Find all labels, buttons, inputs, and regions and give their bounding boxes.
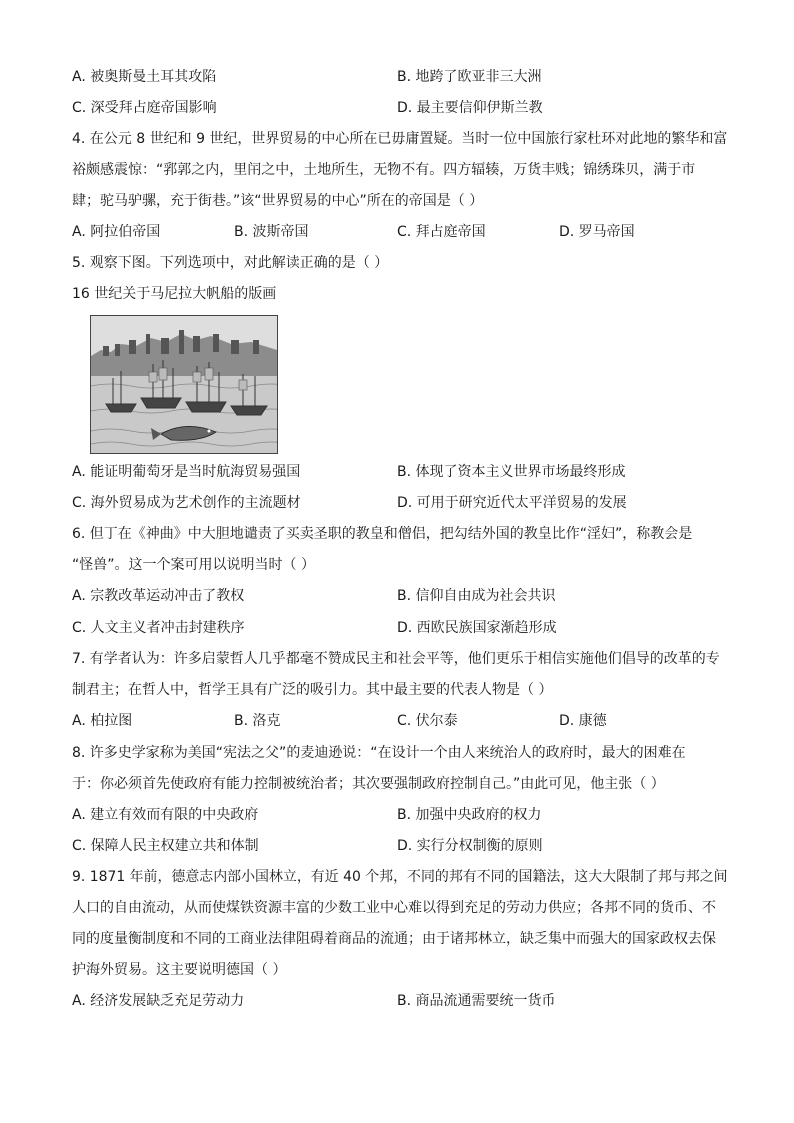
q4-option-c: C. 拜占庭帝国: [397, 224, 486, 240]
q6-stem-line-2: “怪兽”。这一个案可用以说明当时（ ）: [72, 557, 315, 573]
q5-option-a: A. 能证明葡萄牙是当时航海贸易强国: [72, 464, 301, 480]
galleon-engraving-image: [90, 315, 278, 454]
q3-option-c: C. 深受拜占庭帝国影响: [72, 100, 217, 116]
q9-option-b: B. 商品流通需要统一货币: [397, 993, 556, 1009]
q7-stem-line-1: 7. 有学者认为：许多启蒙哲人几乎都毫不赞成民主和社会平等，他们更乐于相信实施他们倡导的改革的专: [72, 651, 720, 667]
q6-option-c: C. 人文主义者冲击封建秩序: [72, 620, 245, 636]
q5-option-d: D. 可用于研究近代太平洋贸易的发展: [397, 495, 627, 511]
q5-stem: 5. 观察下图。下列选项中，对此解读正确的是（ ）: [72, 255, 389, 271]
q3-option-b: B. 地跨了欧亚非三大洲: [397, 69, 542, 85]
q4-option-a: A. 阿拉伯帝国: [72, 224, 161, 240]
q9-option-a: A. 经济发展缺乏充足劳动力: [72, 993, 245, 1009]
q5-option-c: C. 海外贸易成为艺术创作的主流题材: [72, 495, 301, 511]
q7-option-a: A. 柏拉图: [72, 713, 133, 729]
q4-stem-line-2: 裕颇感震惊：“郛郭之内，里闬之中，土地所生，无物不有。四方辐辏，万货丰贱；锦绣珠贝，满于市: [72, 162, 696, 178]
q8-option-d: D. 实行分权制衡的原则: [397, 838, 543, 854]
figure-caption: 16 世纪关于马尼拉大帆船的版画: [72, 286, 277, 302]
q6-option-a: A. 宗教改革运动冲击了教权: [72, 588, 245, 604]
q4-stem-line-3: 肆；驼马驴骡，充于街巷。”该“世界贸易的中心”所在的帝国是（ ）: [72, 193, 484, 209]
q3-option-d: D. 最主要信仰伊斯兰教: [397, 100, 543, 116]
q7-option-c: C. 伏尔泰: [397, 713, 458, 729]
q9-stem-line-2: 人口的自由流动，从而使煤铁资源丰富的少数工业中心难以得到充足的劳动力供应；各邦不同的货币、不: [72, 900, 716, 916]
q9-stem-line-3: 同的度量衡制度和不同的工商业法律阻碍着商品的流通；由于诸邦林立，缺乏集中而强大的国家政权去保: [72, 931, 716, 947]
q4-option-b: B. 波斯帝国: [234, 224, 309, 240]
q6-option-b: B. 信仰自由成为社会共识: [397, 588, 556, 604]
q5-option-b: B. 体现了资本主义世界市场最终形成: [397, 464, 626, 480]
q9-stem-line-4: 护海外贸易。这主要说明德国（ ）: [72, 962, 287, 978]
q8-stem-line-1: 8. 许多史学家称为美国“宪法之父”的麦迪逊说：“在设计一个由人来统治人的政府时，最大的困难在: [72, 745, 686, 761]
q8-stem-line-2: 于：你必须首先使政府有能力控制被统治者；其次要强制政府控制自己。”由此可见，他主张（ ）: [72, 776, 665, 792]
q4-stem-line-1: 4. 在公元 8 世纪和 9 世纪，世界贸易的中心所在已毋庸置疑。当时一位中国旅行家杜环对此地的繁华和富: [72, 131, 728, 147]
q6-stem-line-1: 6. 但丁在《神曲》中大胆地谴责了买卖圣职的教皇和僧侣，把勾结外国的教皇比作“淫妇”，称教会是: [72, 526, 693, 542]
q8-option-b: B. 加强中央政府的权力: [397, 807, 542, 823]
q8-option-a: A. 建立有效而有限的中央政府: [72, 807, 259, 823]
q7-option-d: D. 康德: [559, 713, 607, 729]
q7-option-b: B. 洛克: [234, 713, 281, 729]
q3-option-a: A. 被奥斯曼土耳其攻陷: [72, 69, 217, 85]
q9-stem-line-1: 9. 1871 年前，德意志内部小国林立，有近 40 个邦，不同的邦有不同的国籍法，这大大限制了邦与邦之间: [72, 869, 728, 885]
q7-stem-line-2: 制君主；在哲人中，哲学王具有广泛的吸引力。其中最主要的代表人物是（ ）: [72, 682, 553, 698]
q8-option-c: C. 保障人民主权建立共和体制: [72, 838, 259, 854]
q6-option-d: D. 西欧民族国家渐趋形成: [397, 620, 557, 636]
q4-option-d: D. 罗马帝国: [559, 224, 635, 240]
